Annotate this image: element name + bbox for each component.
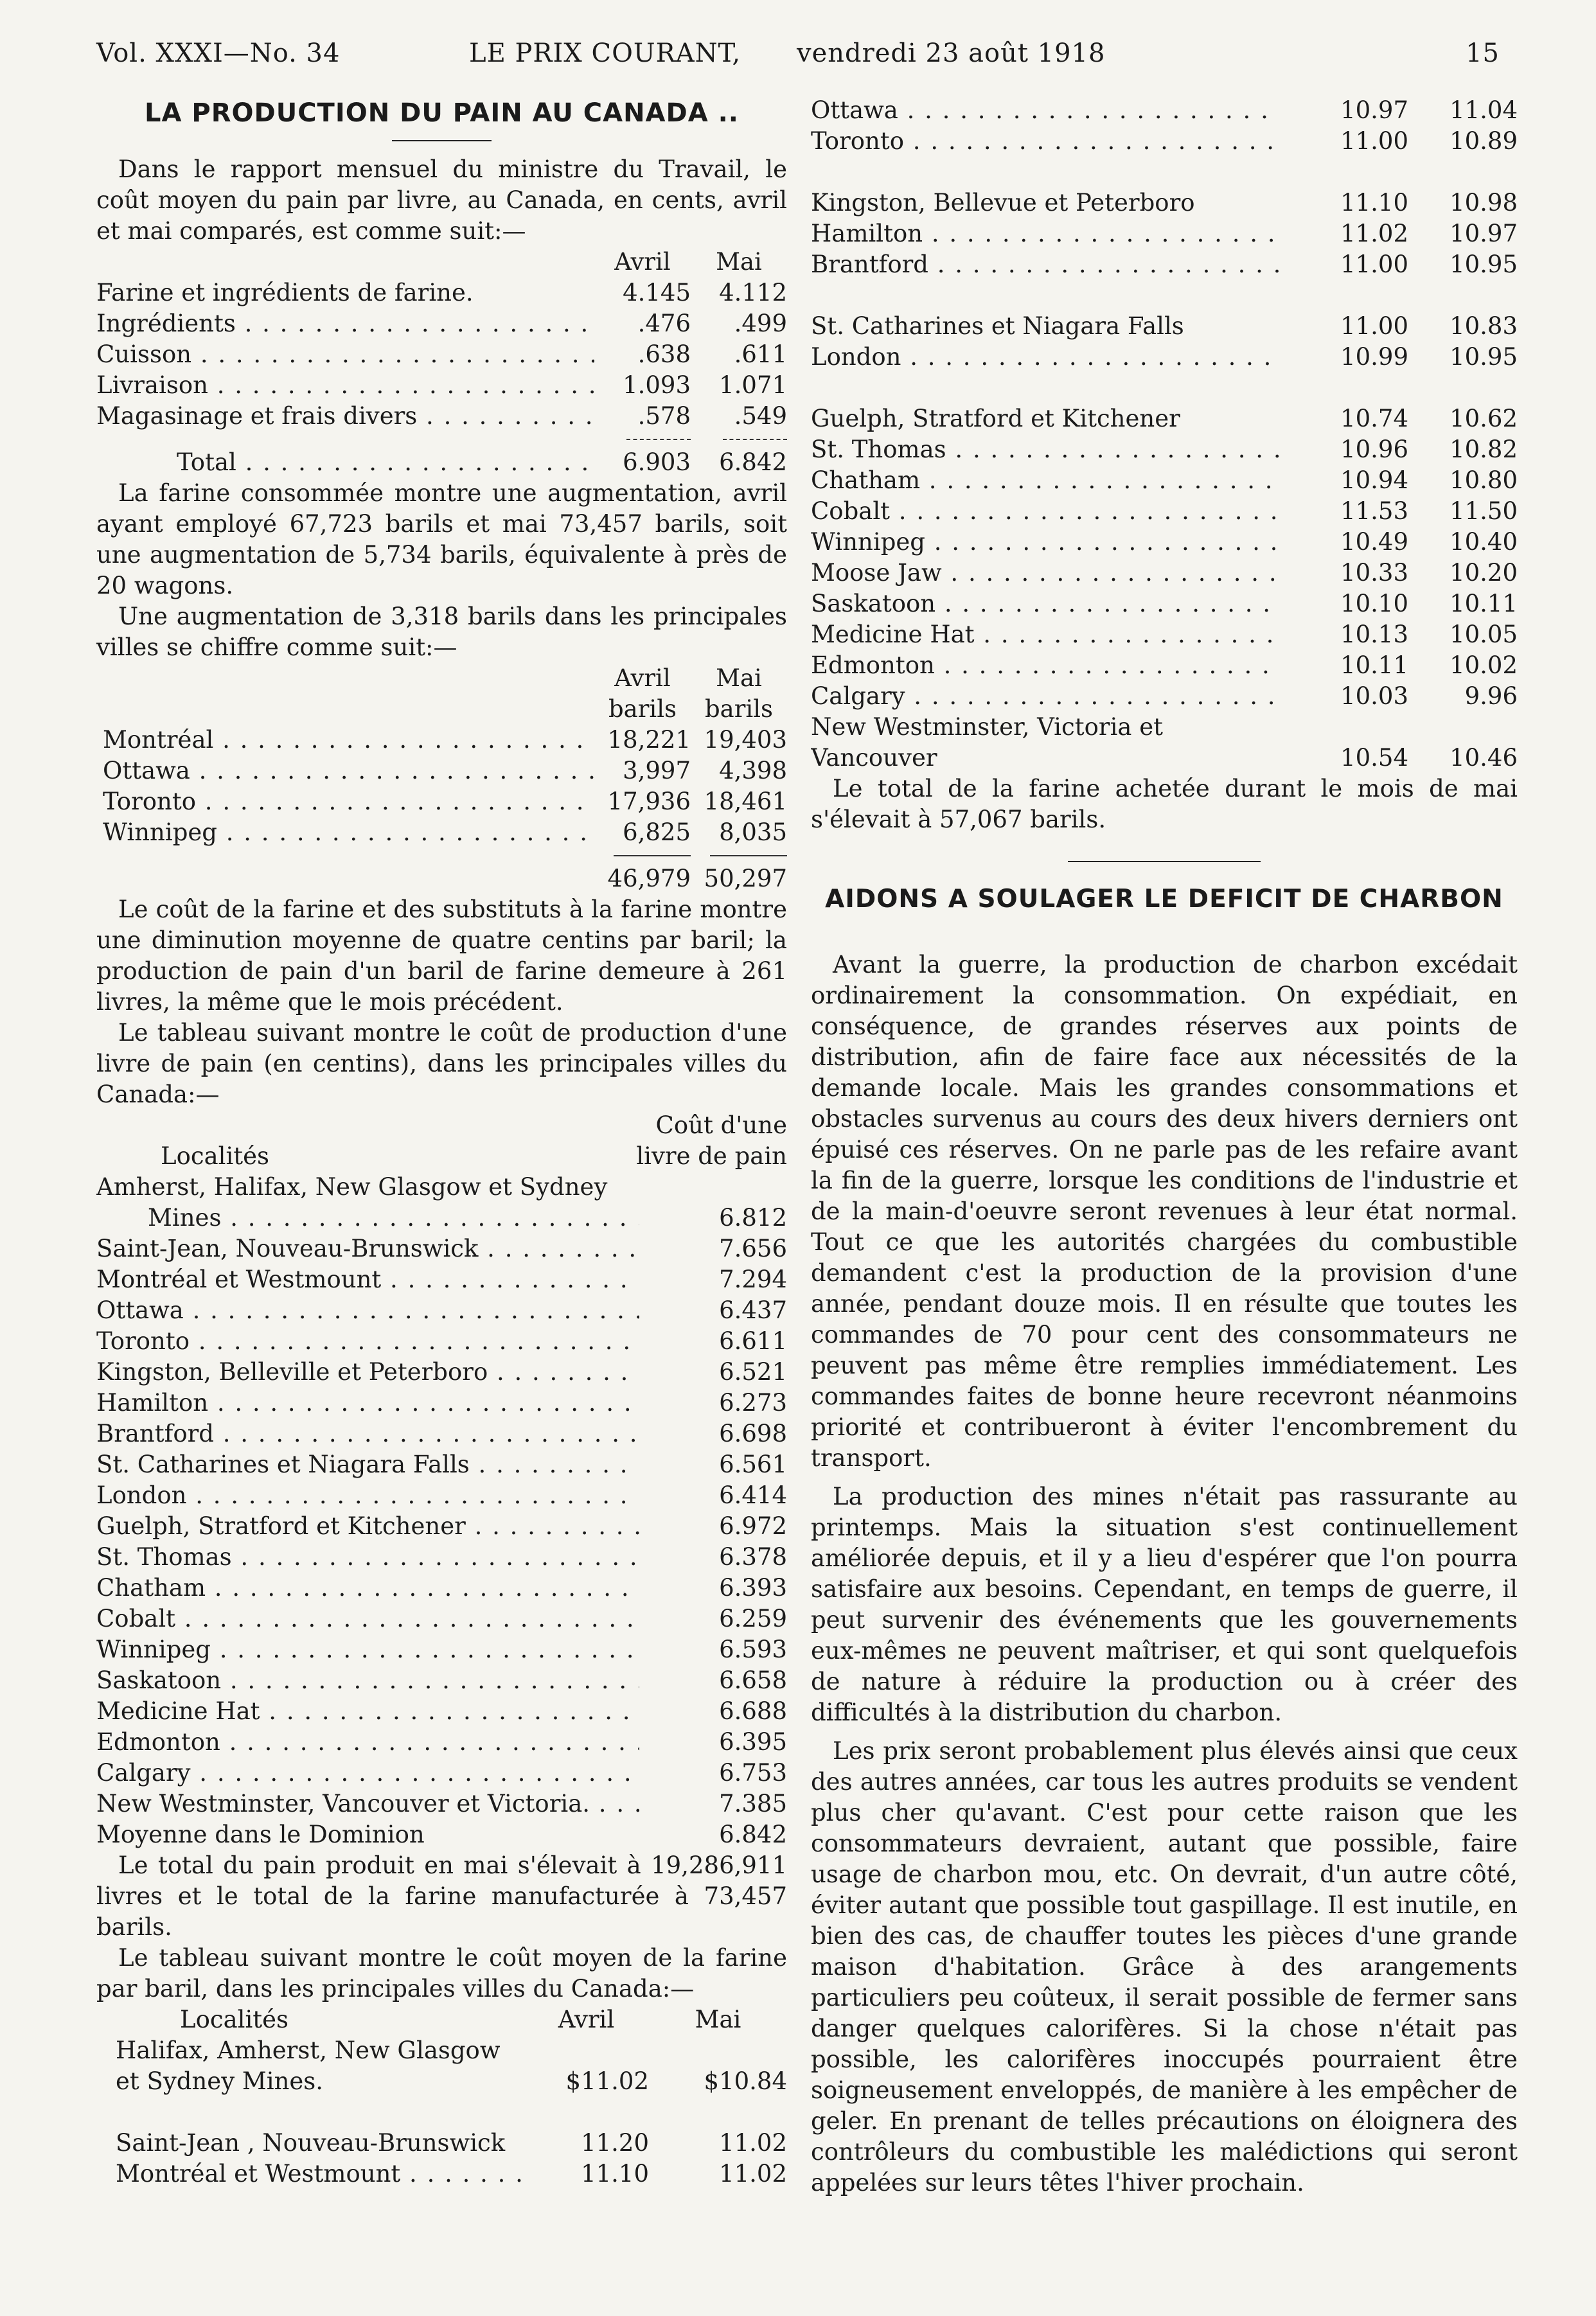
page-number: 15	[1466, 39, 1500, 68]
total-row: Total . . . 6.903 6.842	[96, 447, 787, 478]
table-row: Edmonton . . . 10.11 10.02	[811, 650, 1518, 681]
section-rule	[1068, 861, 1261, 862]
table-row: Brantford . . . 6.698	[96, 1419, 787, 1449]
table-row: Saint-Jean, Nouveau-Brunswick . . . 7.656	[96, 1233, 787, 1264]
table-row: Toronto . . . 11.00 10.89	[811, 126, 1518, 157]
table-row: Edmonton . . . 6.395	[96, 1727, 787, 1758]
table-row: Saskatoon . . . 10.10 10.11	[811, 588, 1518, 619]
table-row: New Westminster, Victoria et Vancouver 10.54 10.46	[811, 713, 1518, 772]
table-row: Moose Jaw . . . 10.33 10.20	[811, 558, 1518, 588]
volume-number: Vol. XXXI—No. 34	[96, 39, 341, 68]
table-row: St. Thomas . . . 6.378	[96, 1542, 787, 1573]
table-row: London . . . 10.99 10.95	[811, 342, 1518, 373]
table-row: Ingrédients . . . .476 .499	[96, 308, 787, 339]
flour-purchased-paragraph: Le total de la farine achetée durant le mois de mai s'élevait à 57,067 barils.	[811, 775, 1518, 833]
table-row: Brantford . . . 11.00 10.95	[811, 249, 1518, 280]
coal-paragraph-2: La production des mines n'était pas rassurante au printemps. Mais la situation s'est continuellement améliorée depuis, et il y a lieu d'espérer que l'on pourra satisfaire aux besoins. Cependant, en temps de guerre, il peut survenir des événements que les gouvernements eux-mêmes ne peuvent maîtriser, et qui sont quelquefois de nature à réduire la production ou à créer des difficultés à la distribution du charbon.	[811, 1483, 1518, 1726]
table-row: Halifax, Amherst, New Glasgow et Sydney Mines. $11.02 $10.84	[116, 2037, 787, 2095]
table-row: Ottawa . . . 6.437	[96, 1295, 787, 1326]
table-row: Moyenne dans le Dominion 6.842	[96, 1821, 787, 1848]
cost-breakdown-table	[96, 247, 787, 478]
table-row: Farine et ingrédients de farine. 4.145 4.112	[96, 279, 787, 306]
article-title-coal: AIDONS A SOULAGER LE DEFICIT DE CHARBON	[825, 885, 1503, 914]
table-row: Chatham . . . 10.94 10.80	[811, 465, 1518, 496]
coal-paragraph-3: Les prix seront probablement plus élevés ainsi que ceux des autres années, car tous les autres produits se vendent plus cher qu'avant. C'est pour cette raison que les consommateurs devraient, autant que possible, faire usage de charbon mou, etc. On devrait, d'un autre côté, éviter autant que possible tout gaspillage. Il est inutile, en bien des cas, de chauffer toutes les pièces d'une grande maison d'habitation. Grâce à des arangements particuliers peu coûteux, il serait possible de fermer sans danger quelques calorifères. Si la chose n'était pas possible, les calorifères inoccupés pourraient être soigneusement enveloppés, de manière à les empêcher de geler. En prenant de telles précautions on éloignera des contrôleurs du combustible les malédictions qui seront appelées sur leurs têtes l'hiver prochain.	[811, 1737, 1518, 2197]
table-row: Saskatoon . . . 6.658	[96, 1665, 787, 1696]
table-row: Calgary . . . 6.753	[96, 1758, 787, 1789]
table-row: Livraison . . . 1.093 1.071	[96, 370, 787, 401]
table-row: Guelph, Stratford et Kitchener . . . 6.972	[96, 1511, 787, 1542]
col-header-mai: Mai	[716, 248, 762, 276]
table-row: Ottawa . . . 10.97 11.04	[811, 95, 1518, 126]
table-row: Cobalt . . . 6.259	[96, 1604, 787, 1634]
table-row: Kingston, Belleville et Peterboro . . . 6.521	[96, 1357, 787, 1388]
table-row: Montréal et Westmount . . . 11.10 11.02	[96, 2159, 787, 2189]
table-row: Montréal . . . 18,221 19,403	[96, 725, 787, 756]
table-row: Guelph, Stratford et Kitchener 10.74 10.62	[811, 405, 1518, 432]
table-row: Cuisson . . . .638 .611	[96, 339, 787, 370]
coal-paragraph-1: Avant la guerre, la production de charbon excédait ordinairement la consommation. On expédiait, en conséquence, de grandes réserves aux points de distribution, afin de faire face aux nécessités de la demande locale. Mais les grandes consommations et obstacles survenus au cours des deux hivers derniers ont épuisé ces réserves. On ne parle pas de les refaire avant la fin de la guerre, lorsque les conditions de l'industrie et de la main-d'oeuvre seront revenues à leur état normal. Tout ce que les autorités chargées du combustible demandent c'est la production de la provision d'une année, pendant douze mois. Il en résulte que toutes les commandes de 70 pour cent des consommateurs ne peuvent pas même être remplies immédiatement. Les commandes faites de bonne heure recevront néanmoins priorité et contribueront à éviter l'encombrement du transport.	[811, 951, 1518, 1472]
table-row: Toronto . . . 6.611	[96, 1326, 787, 1357]
table-row: Winnipeg . . . 10.49 10.40	[811, 527, 1518, 558]
table-row: Calgary . . . 10.03 9.96	[811, 681, 1518, 712]
table-row: Saint-Jean , Nouveau-Brunswick 11.20 11.02	[116, 2129, 787, 2157]
bread-cost-table: Coût d'une Localités livre de pain Amherst, Halifax, New Glasgow et Sydney Mines . . . 6.812 Saint-Jean, Nouveau-Brunswick . . . 7.656 Montréal et Westmount . . . 7.294 Ottawa . . . 6.437 Toronto . . . 6.611 Kingston, Belleville et Peterboro . . . 6.521 Hamilton . . . 6.273 Brantford . . . 6.698 St. Catharines et Niagara Falls . . . 6.561 London . . . 6.414 Guelph, Stratford et Kitchener . . . 6.972 St. Thomas . . . 6.378 Chatham . . . 6.393 Cobalt . . . 6.259 Winnipeg . . . 6.593 Saskatoon . . . 6.658 Medicine Hat . . . 6.688 Edmonton . . . 6.395 Calgary . . . 6.753 New Westminster, Vancouver et Victoria. . . . 7.385 Moyenne dans le Dominion 6.842	[96, 1110, 787, 1850]
table-row: Medicine Hat . . . 6.688	[96, 1696, 787, 1727]
total-bread-paragraph: Le total du pain produit en mai s'élevait à 19,286,911 livres et le total de la farine manufacturée à 73,457 barils.	[96, 1852, 787, 1941]
table-row: New Westminster, Vancouver et Victoria. . . . 7.385	[96, 1789, 787, 1819]
left-column	[96, 95, 787, 2189]
table-row: Winnipeg . . . 6.593	[96, 1634, 787, 1665]
table-row: Hamilton . . . 11.02 10.97	[811, 218, 1518, 249]
article-title-bread: LA PRODUCTION DU PAIN AU CANADA ..	[145, 98, 739, 128]
table-row: Magasinage et frais divers . . . .578 .549	[96, 401, 787, 432]
table-intro-paragraph: Le tableau suivant montre le coût de production d'une livre de pain (en centins), dans les principales villes du Canada:—	[96, 1019, 787, 1108]
col-header-avril: Avril	[614, 248, 671, 276]
flour-cost-intro-paragraph: Le tableau suivant montre le coût moyen de la farine par baril, dans les principales villes du Canada:—	[96, 1944, 787, 2002]
table-row: Toronto . . . 17,936 18,461	[96, 786, 787, 817]
flour-paragraph: La farine consommée montre une augmentation, avril ayant employé 67,723 barils et mai 73,457 barils, soit une augmentation de 5,734 barils, équivalente à près de 20 wagons.	[96, 479, 787, 599]
table-row: St. Catharines et Niagara Falls . . . 6.561	[96, 1449, 787, 1480]
table-row: Montréal et Westmount . . . 7.294	[96, 1264, 787, 1295]
table-row: St. Thomas . . . 10.96 10.82	[811, 434, 1518, 465]
flour-cost-table-part2	[811, 95, 1518, 773]
table-row: Chatham . . . 6.393	[96, 1573, 787, 1604]
table-row: Mines . . . 6.812	[96, 1203, 787, 1233]
table-row: Medicine Hat . . . 10.13 10.05	[811, 619, 1518, 650]
table-row: Amherst, Halifax, New Glasgow et Sydney	[96, 1173, 608, 1201]
table-row: Kingston, Bellevue et Peterboro 11.10 10.98	[811, 189, 1518, 217]
journal-title: LE PRIX COURANT,	[469, 39, 741, 68]
increase-paragraph: Une augmentation de 3,318 barils dans les principales villes se chiffre comme suit:—	[96, 603, 787, 661]
barrels-table: Avril Mai barils barils Montréal . . . 18,221 19,403 Ottawa . . . 3,997 4,398 Toronto . . . 17,936 18,461 Winnipeg . . . 6,825 8,035 46,979 50,297	[96, 663, 787, 894]
table-row: Winnipeg . . . 6,825 8,035	[96, 817, 787, 848]
table-row: Ottawa . . . 3,997 4,398	[96, 756, 787, 786]
flour-cost-table-part1: Localités Avril Mai Halifax, Amherst, New Glasgow et Sydney Mines. $11.02 $10.84 Saint-Jean , Nouveau-Brunswick 11.20 11.02 Montréal et Westmount . . . 11.10 11.02	[96, 2004, 787, 2189]
table-row: St. Catharines et Niagara Falls 11.00 10.83	[811, 312, 1518, 340]
page-header	[96, 39, 1500, 77]
right-column	[811, 95, 1518, 2198]
table-row: Hamilton . . . 6.273	[96, 1388, 787, 1419]
issue-date: vendredi 23 août 1918	[797, 39, 1106, 68]
cost-paragraph: Le coût de la farine et des substituts à la farine montre une diminution moyenne de quatre centins par baril; la production de pain d'un baril de farine demeure à 261 livres, la même que le mois précédent.	[96, 896, 787, 1016]
title-rule	[392, 140, 492, 141]
table-row: London . . . 6.414	[96, 1480, 787, 1511]
table-row: Cobalt . . . 11.53 11.50	[811, 496, 1518, 527]
intro-paragraph: Dans le rapport mensuel du ministre du Travail, le coût moyen du pain par livre, au Canada, en cents, avril et mai comparés, est comme suit:—	[96, 155, 787, 245]
total-row: 46,979 50,297	[607, 865, 787, 892]
